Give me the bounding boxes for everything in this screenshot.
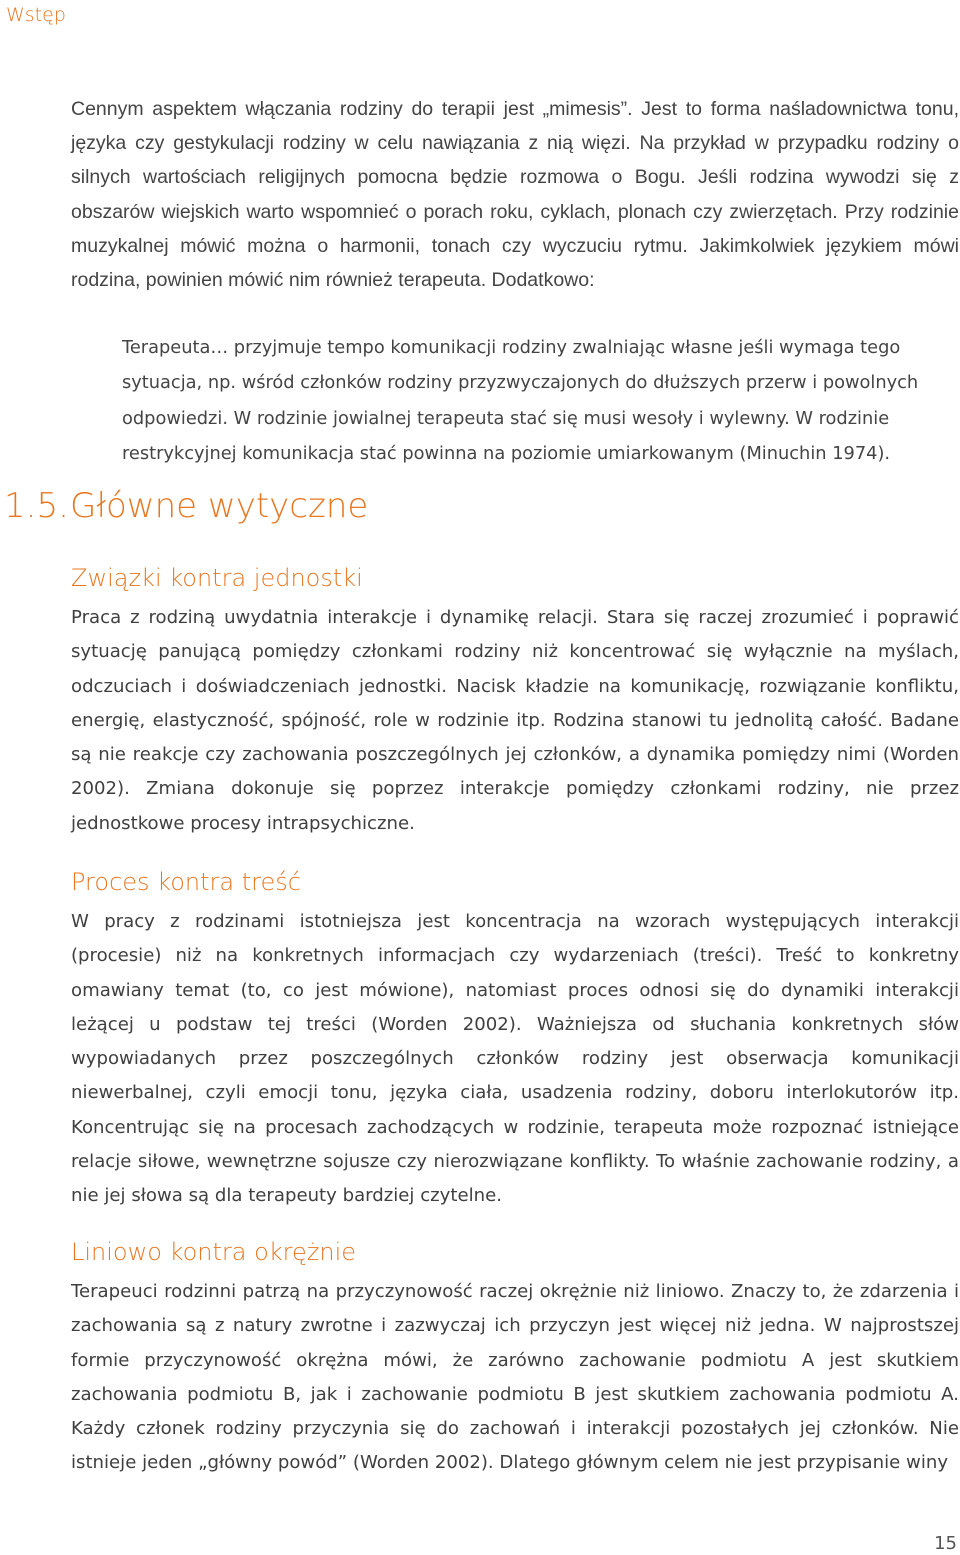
page-number: 15 — [934, 1533, 957, 1554]
running-head: Wstęp — [6, 4, 66, 26]
section-number: 1.5. — [4, 486, 69, 526]
subheading-process: Proces kontra treść — [71, 868, 301, 896]
intro-paragraph: Cennym aspektem włączania rodziny do terapii jest „mimesis”. Jest to forma naśladownictwa tonu, języka czy gestykulacji rodziny w celu nawiązania z nią więzi. Na przykład w przypadku rodziny o silnych wartościach religijnych pomocna będzie rozmowa o Bogu. Jeśli rodzina wywodzi się z obszarów wiejskich warto wspomnieć o porach roku, cyklach, plonach czy zwierzętach. Przy rodzinie muzykalnej mówić można o harmonii, tonach czy wyczuciu rytmu. Jakimkolwiek językiem mówi rodzina, powinien mówić nim również terapeuta. Dodatkowo: — [71, 98, 959, 292]
paragraph-circular: Terapeuci rodzinni patrzą na przyczynowość raczej okrężnie niż liniowo. Znaczy to, że zdarzenia i zachowania są z natury zwrotne i zazwyczaj ich przyczyn jest więcej niż jedna. W najprostszej formie przyczynowość okrężna mówi, że zarówno zachowanie podmiotu A jest skutkiem zachowania podmiotu B, jak i zachowanie podmiotu B jest skutkiem zachowania podmiotu A. Każdy członek rodziny przyczynia się do zachowań i interakcji pozostałych jej członków. Nie istnieje jeden „główny powód” (Worden 2002). Dlatego głównym celem nie jest przypisanie winy — [71, 1281, 959, 1474]
paragraph-relationships: Praca z rodziną uwydatnia interakcje i dynamikę relacji. Stara się raczej zrozumieć i poprawić sytuację panującą pomiędzy członkami rodziny niż koncentrować się wyłącznie na myślach, odczuciach i doświadczeniach jednostki. Nacisk kładzie na komunikację, rozwiązanie konfliktu, energię, elastyczność, spójność, role w rodzinie itp. Rodzina stanowi tu jednolitą całość. Badane są nie reakcje czy zachowania poszczególnych jej członków, a dynamika pomiędzy nimi (Worden 2002). Zmiana dokonuje się poprzez interakcje pomiędzy członkami rodziny, nie przez jednostkowe procesy intrapsychiczne. — [71, 607, 959, 834]
section-heading — [4, 486, 368, 526]
paragraph-process: W pracy z rodzinami istotniejsza jest koncentracja na wzorach występujących interakcji (procesie) niż na konkretnych informacjach czy wydarzeniach (treści). Treść to konkretny omawiany temat (to, co jest mówione), natomiast proces odnosi się do dynamiki interakcji leżącej u podstaw tej treści (Worden 2002). Ważniejsza od słuchania konkretnych słów wypowiadanych przez poszczególnych członków rodziny jest obserwacja komunikacji niewerbalnej, czyli emocji tonu, języka ciała, usadzenia rodziny, doboru interlokutorów itp. Koncentrując się na procesach zachodzących w rodzinie, terapeuta może rozpoznać istniejące relacje siłowe, wewnętrzne sojusze czy nierozwiązane konflikty. To właśnie zachowanie rodziny, a nie jej słowa są dla terapeuty bardziej czytelne. — [71, 911, 959, 1207]
section-title: Główne wytyczne — [70, 486, 369, 526]
subheading-relationships: Związki kontra jednostki — [71, 564, 363, 592]
subheading-circular: Liniowo kontra okrężnie — [71, 1238, 357, 1266]
block-quote: Terapeuta… przyjmuje tempo komunikacji rodziny zwalniając własne jeśli wymaga tego sytuacja, np. wśród członków rodziny przyzwyczajonych do dłuższych przerw i powolnych odpowiedzi. W rodzinie jowialnej terapeuta stać się musi wesoły i wylewny. W rodzinie restrykcyjnej komunikacja stać powinna na poziomie umiarkowanym (Minuchin 1974). — [122, 337, 919, 465]
